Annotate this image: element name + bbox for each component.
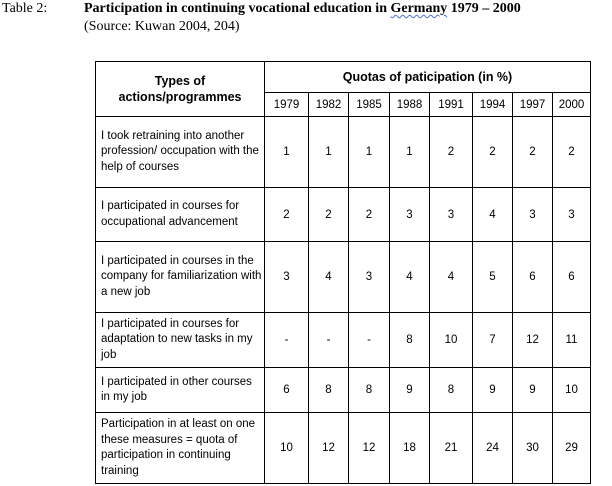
cell-value: 1 xyxy=(349,117,390,188)
table-row xyxy=(96,242,591,313)
participation-table xyxy=(95,61,591,484)
cell-value: 30 xyxy=(513,413,553,484)
table-row xyxy=(96,313,591,368)
row-label: I participated in courses for adaptation to new tasks in my job xyxy=(96,313,265,368)
table-row xyxy=(96,368,591,413)
cell-value: 2 xyxy=(430,117,473,188)
cell-value: 2 xyxy=(473,117,513,188)
year-header-2000: 2000 xyxy=(553,93,591,117)
cell-value: 9 xyxy=(390,368,430,413)
cell-value: 10 xyxy=(553,368,591,413)
cell-value: 12 xyxy=(513,313,553,368)
year-header-1982: 1982 xyxy=(309,93,349,117)
header-types: Types of actions/programmes xyxy=(96,62,265,117)
cell-value: 11 xyxy=(553,313,591,368)
cell-value: 2 xyxy=(553,117,591,188)
year-header-1979: 1979 xyxy=(265,93,309,117)
cell-value: 9 xyxy=(473,368,513,413)
cell-value: 3 xyxy=(390,188,430,242)
cell-value: 6 xyxy=(265,368,309,413)
cell-value: 4 xyxy=(309,242,349,313)
header-quotas: Quotas of paticipation (in %) xyxy=(265,62,591,93)
row-label: I participated in courses for occupational advancement xyxy=(96,188,265,242)
cell-value: 8 xyxy=(349,368,390,413)
cell-value: 3 xyxy=(513,188,553,242)
cell-value: 8 xyxy=(390,313,430,368)
cell-value: 2 xyxy=(513,117,553,188)
cell-value: 29 xyxy=(553,413,591,484)
year-header-1994: 1994 xyxy=(473,93,513,117)
cell-value: - xyxy=(265,313,309,368)
cell-value: 2 xyxy=(349,188,390,242)
cell-value: 12 xyxy=(349,413,390,484)
year-header-1991: 1991 xyxy=(430,93,473,117)
title-text-end: 1979 – 2000 xyxy=(447,1,521,16)
row-label: I took retraining into another profession/ occupation with the help of courses xyxy=(96,117,265,188)
cell-value: 24 xyxy=(473,413,513,484)
cell-value: 3 xyxy=(265,242,309,313)
title-text-start: Participation in continuing vocational education in xyxy=(84,1,391,16)
cell-value: 18 xyxy=(390,413,430,484)
table-row xyxy=(96,117,591,188)
cell-value: 10 xyxy=(430,313,473,368)
cell-value: 3 xyxy=(349,242,390,313)
cell-value: 4 xyxy=(430,242,473,313)
cell-value: 6 xyxy=(553,242,591,313)
year-header-1997: 1997 xyxy=(513,93,553,117)
cell-value: 7 xyxy=(473,313,513,368)
cell-value: 1 xyxy=(309,117,349,188)
cell-value: 10 xyxy=(265,413,309,484)
cell-value: 4 xyxy=(390,242,430,313)
title-text-germany: Germany xyxy=(390,1,448,16)
table-source: (Source: Kuwan 2004, 204) xyxy=(84,19,240,34)
cell-value: 8 xyxy=(309,368,349,413)
cell-value: 21 xyxy=(430,413,473,484)
year-header-1988: 1988 xyxy=(390,93,430,117)
table-caption-title xyxy=(84,1,521,17)
table-row xyxy=(96,413,591,484)
cell-value: 2 xyxy=(309,188,349,242)
cell-value: 12 xyxy=(309,413,349,484)
cell-value: 5 xyxy=(473,242,513,313)
row-label: I participated in courses in the company for familiarization with a new job xyxy=(96,242,265,313)
cell-value: 6 xyxy=(513,242,553,313)
cell-value: 3 xyxy=(430,188,473,242)
cell-value: 2 xyxy=(265,188,309,242)
cell-value: 1 xyxy=(390,117,430,188)
cell-value: 8 xyxy=(430,368,473,413)
cell-value: - xyxy=(309,313,349,368)
cell-value: 9 xyxy=(513,368,553,413)
year-header-1985: 1985 xyxy=(349,93,390,117)
table-caption-label: Table 2: xyxy=(2,1,48,16)
cell-value: - xyxy=(349,313,390,368)
cell-value: 4 xyxy=(473,188,513,242)
cell-value: 3 xyxy=(553,188,591,242)
table-body xyxy=(96,117,591,484)
row-label: Participation in at least on one these measures = quota of participation in continuing training xyxy=(96,413,265,484)
cell-value: 1 xyxy=(265,117,309,188)
table-row xyxy=(96,188,591,242)
row-label: I participated in other courses in my job xyxy=(96,368,265,413)
